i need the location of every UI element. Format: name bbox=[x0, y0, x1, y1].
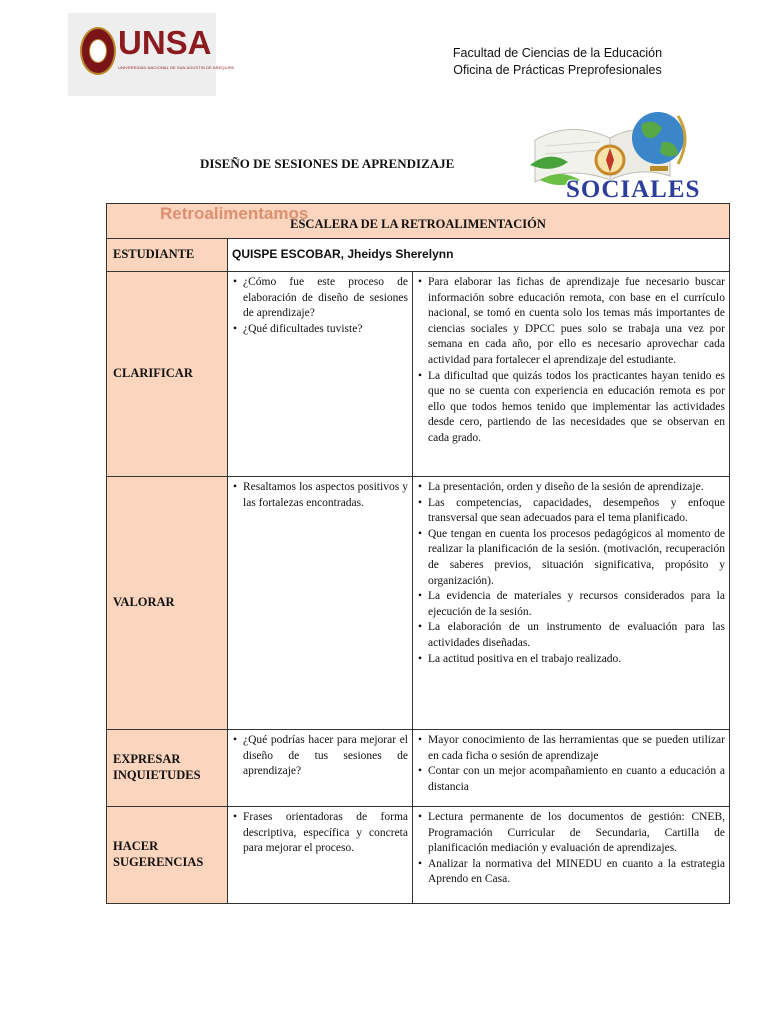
logo-text: UNSA bbox=[118, 24, 212, 61]
list-item: • ¿Qué podrías hacer para mejorar el diseño de tus sesiones de aprendizaje? bbox=[243, 733, 408, 780]
list-item: • Para elaborar las fichas de aprendizaje fue necesario buscar información sobre educación remota, con base en el currículo nacional, se tomó en cuenta solo los temas más importantes de ciencias sociales y DPCC pues solo se trabaja una vez por semana en cada año, por ello es necesario aprovechar cada actividad para fortalecer el aprendizaje del estudiante. bbox=[428, 275, 725, 369]
university-logo bbox=[68, 13, 235, 96]
list-item: • Que tengan en cuenta los procesos pedagógicos al momento de realizar la planificación de la sesión. (motivación, recuperación de saberes previos, situación significativa, propósito y organización). bbox=[428, 527, 725, 589]
answers-cell bbox=[413, 272, 730, 477]
document-title: DISEÑO DE SESIONES DE APRENDIZAJE bbox=[200, 156, 455, 171]
faculty-header bbox=[430, 45, 685, 79]
answers-cell bbox=[413, 477, 730, 730]
list-item: • Analizar la normativa del MINEDU en cuanto a la estrategia Aprendo en Casa. bbox=[428, 857, 725, 888]
university-seal-icon bbox=[80, 27, 116, 75]
list-item: • Mayor conocimiento de las herramientas que se pueden utilizar en cada ficha o sesión de aprendizaje bbox=[428, 733, 725, 764]
logo-subtitle: UNIVERSIDAD NACIONAL DE SAN AGUSTIN DE AREQUIPA bbox=[118, 65, 235, 70]
list-item: • Frases orientadoras de forma descriptiva, específica y concreta para mejorar el proceso. bbox=[243, 810, 408, 857]
answers-cell bbox=[413, 807, 730, 904]
student-label: ESTUDIANTE bbox=[107, 239, 228, 272]
list-item: • La dificultad que quizás todos los practicantes hayan tenido es que no se cuenta con experiencia en educación remota es por ello que todos hemos tenido que implementar las actividades desde cero, partiendo de las necesidades que se observan en cada grado. bbox=[428, 369, 725, 447]
list-item: • Las competencias, capacidades, desempeños y enfoque transversal que sean adecuados para el tema planificado. bbox=[428, 496, 725, 527]
list-item: • La actitud positiva en el trabajo realizado. bbox=[428, 652, 725, 668]
student-name: QUISPE ESCOBAR, Jheidys Sherelynn bbox=[228, 239, 730, 272]
list-item: • Contar con un mejor acompañamiento en cuanto a educación a distancia bbox=[428, 764, 725, 795]
sociales-image bbox=[530, 110, 700, 206]
answers-cell bbox=[413, 730, 730, 807]
row-label: HACER SUGERENCIAS bbox=[107, 807, 228, 904]
feedback-table bbox=[106, 203, 730, 904]
row-label: VALORAR bbox=[107, 477, 228, 730]
table-row bbox=[107, 807, 730, 904]
student-row bbox=[107, 239, 730, 272]
questions-cell bbox=[228, 730, 413, 807]
table-row bbox=[107, 272, 730, 477]
sociales-label: SOCIALES bbox=[566, 176, 701, 203]
questions-cell bbox=[228, 477, 413, 730]
questions-cell bbox=[228, 807, 413, 904]
faculty-line: Facultad de Ciencias de la Educación bbox=[452, 46, 663, 60]
row-label: EXPRESAR INQUIETUDES bbox=[107, 730, 228, 807]
list-item: • ¿Cómo fue este proceso de elaboración de diseño de sesiones de aprendizaje? bbox=[243, 275, 408, 322]
list-item: • La presentación, orden y diseño de la sesión de aprendizaje. bbox=[428, 480, 725, 496]
table-row bbox=[107, 477, 730, 730]
list-item: • ¿Qué dificultades tuviste? bbox=[243, 322, 408, 338]
table-heading: ESCALERA DE LA RETROALIMENTACIÓN bbox=[107, 204, 730, 239]
row-label: CLARIFICAR bbox=[107, 272, 228, 477]
list-item: • La evidencia de materiales y recursos considerados para la ejecución de la sesión. bbox=[428, 589, 725, 620]
office-line: Oficina de Prácticas Preprofesionales bbox=[453, 63, 662, 77]
questions-cell bbox=[228, 272, 413, 477]
list-item: • Lectura permanente de los documentos de gestión: CNEB, Programación Curricular de Secundaria, Cartilla de planificación mediación y evaluación de aprendizajes. bbox=[428, 810, 725, 857]
list-item: • Resaltamos los aspectos positivos y las fortalezas encontradas. bbox=[243, 480, 408, 511]
retroalimentamos-watermark: Retroalimentamos bbox=[160, 204, 309, 223]
list-item: • La elaboración de un instrumento de evaluación para las actividades diseñadas. bbox=[428, 620, 725, 651]
table-row bbox=[107, 730, 730, 807]
